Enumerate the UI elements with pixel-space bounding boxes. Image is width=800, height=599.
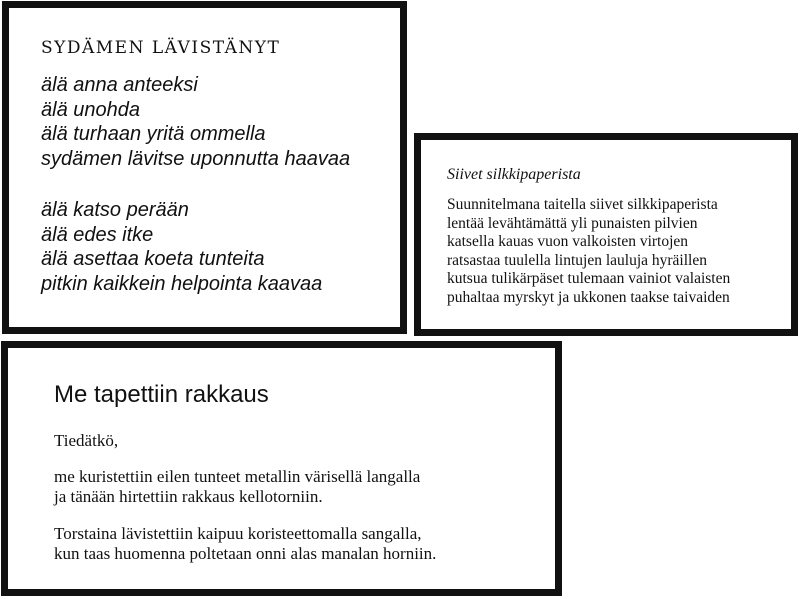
poem-card-me-tapettiin-rakkaus (1, 341, 562, 596)
poem-line: sydämen lävitse uponnutta haavaa (41, 147, 351, 170)
poem-title: Siivet silkkipaperista (447, 166, 581, 183)
poem-line: ratsastaa tuulella lintujen lauluja hyräillen (447, 251, 707, 269)
poem-line: kun taas huomenna poltetaan onni alas manalan horniin. (54, 544, 437, 563)
poem-line: katsella kauas vuon valkoisten virtojen (447, 233, 689, 250)
poem-line: Torstaina lävistettiin kaipuu koristeettomalla sangalla, (54, 524, 422, 543)
poem-card-siivet-silkkipaperista (414, 133, 798, 336)
poem-line: älä unohda (41, 98, 140, 121)
poem-line: kutsua tulikärpäset tulemaan vainiot valaisten (447, 270, 731, 287)
poem-stanza (54, 524, 436, 564)
poem-stanza (41, 73, 350, 171)
poem-line: lentää levähtämättä yli punaisten pilvien (447, 214, 698, 232)
poem-line: älä edes itke (41, 223, 154, 246)
poem-greeting: Tiedätkö, (54, 431, 119, 450)
poem-line: Suunnitelmana taitella siivet silkkipaperista (447, 196, 718, 213)
poem-line: älä asettaa koeta tunteita (41, 248, 265, 270)
poem-line: puhaltaa myrskyt ja ukkonen taakse taivaiden (447, 288, 730, 306)
poem-line: ja tänään hirtettiin rakkaus kellotorniin. (54, 487, 323, 506)
poem-line: älä anna anteeksi (41, 74, 198, 96)
poem-stanza (54, 467, 420, 507)
poem-card-sydamen-lavistanyt (2, 1, 407, 334)
poem-line: me kuristettiin eilen tunteet metallin värisellä langalla (54, 467, 421, 486)
poem-line: pitkin kaikkein helpointa kaavaa (41, 272, 323, 295)
poem-line: älä turhaan yritä ommella (41, 123, 266, 145)
poem-stanza (447, 196, 730, 307)
poem-stanza (41, 198, 322, 296)
poem-title: Me tapettiin rakkaus (54, 381, 269, 408)
poem-line: älä katso perään (41, 199, 189, 221)
poem-title: SYDÄMEN LÄVISTÄNYT (41, 38, 281, 58)
